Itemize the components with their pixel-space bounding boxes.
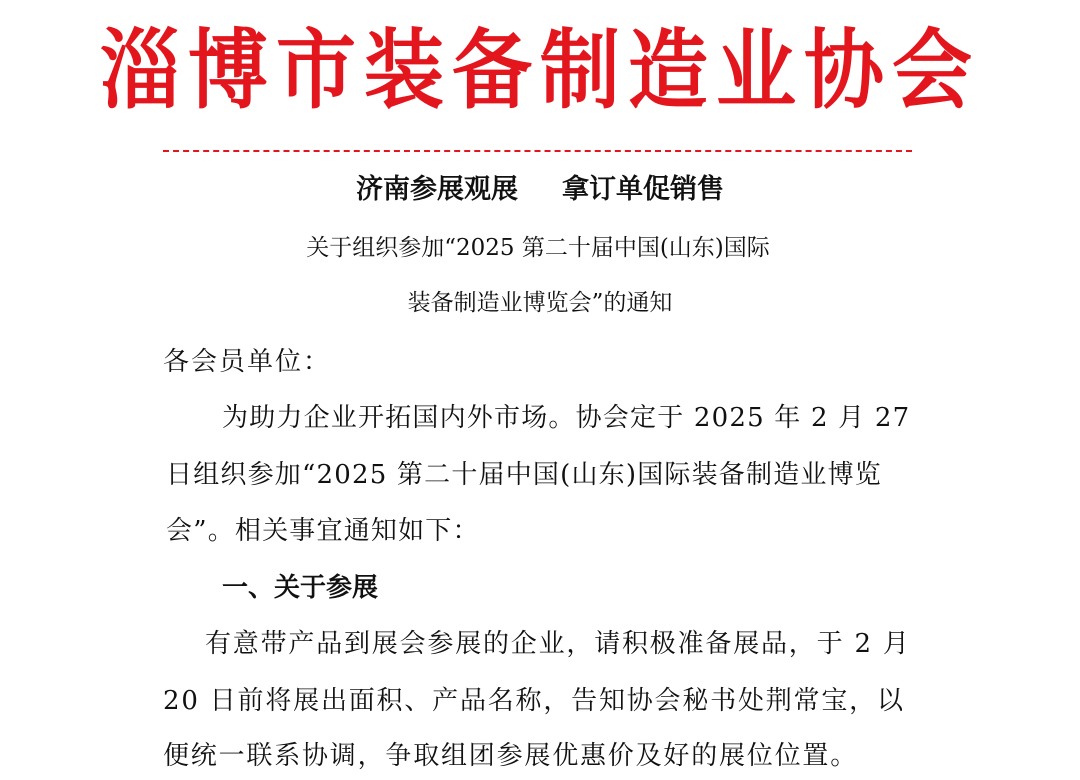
headline-left: 济南参展观展 xyxy=(356,174,518,205)
letterhead-org-name: 淄博市装备制造业协会 xyxy=(100,19,980,121)
salutation: 各会员单位： xyxy=(163,347,332,377)
section1-line-3: 便统一联系协调，争取组团参展优惠价及好的展位位置。 xyxy=(163,741,859,771)
notice-title-line-1: 关于组织参加“2025 第二十届中国(山东)国际 xyxy=(306,235,770,261)
headline-right: 拿订单促销售 xyxy=(562,174,724,205)
intro-line-2: 日组织参加“2025 第二十届中国(山东)国际装备制造业博览 xyxy=(166,460,883,490)
section1-line-2: 20 日前将展出面积、产品名称，告知协会秘书处荆常宝，以 xyxy=(163,686,905,716)
notice-title-line-2: 装备制造业博览会”的通知 xyxy=(407,290,673,316)
headline xyxy=(0,170,1080,210)
letterhead-divider xyxy=(163,150,912,152)
section1-line-1: 有意带产品到展会参展的企业，请积极准备展品，于 2 月 xyxy=(205,629,911,659)
section-heading-participation: 一、关于参展 xyxy=(222,573,379,603)
intro-line-3: 会”。相关事宜通知如下： xyxy=(166,516,480,546)
intro-line-1: 为助力企业开拓国内外市场。协会定于 2025 年 2 月 27 xyxy=(222,403,911,433)
